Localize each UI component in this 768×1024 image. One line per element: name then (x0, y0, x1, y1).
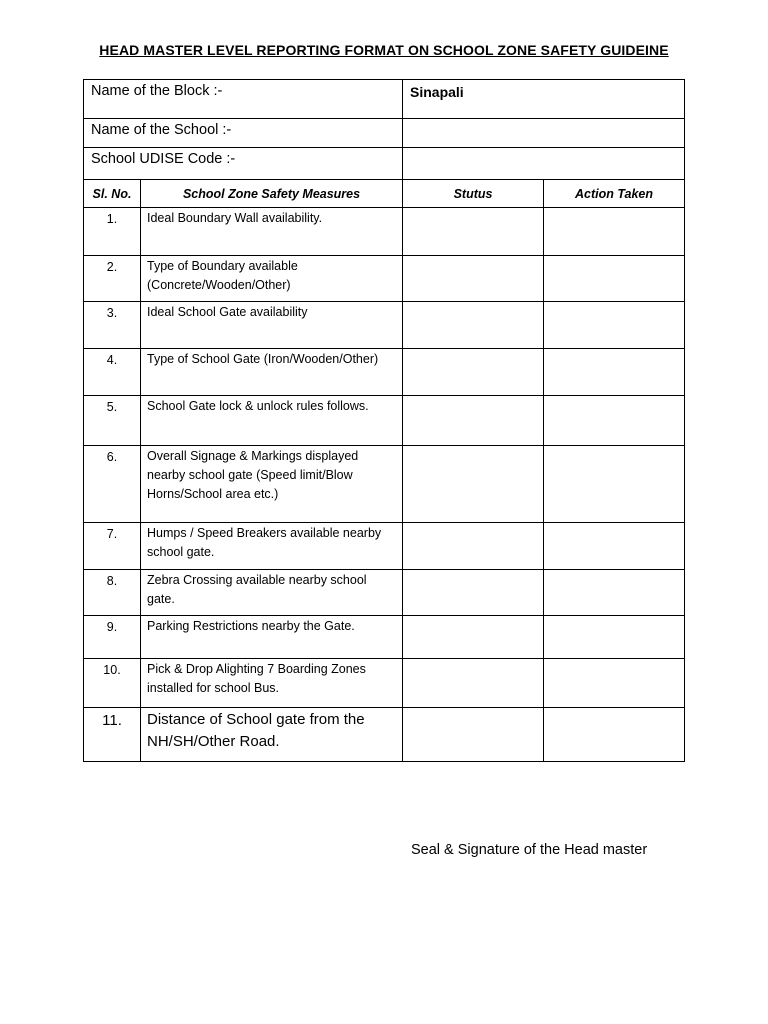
row-measure: Pick & Drop Alighting 7 Boarding Zones installed for school Bus. (141, 659, 403, 708)
row-action-cell[interactable] (544, 208, 685, 256)
row-number: 10. (84, 659, 141, 708)
udise-code-value[interactable] (403, 148, 685, 180)
row-number: 11. (84, 708, 141, 762)
row-status-cell[interactable] (403, 708, 544, 762)
row-measure: Overall Signage & Markings displayed nearby school gate (Speed limit/Blow Horns/School area etc.) (141, 446, 403, 523)
row-action-cell[interactable] (544, 616, 685, 659)
col-header-sl-no: Sl. No. (84, 180, 141, 208)
row-status-cell[interactable] (403, 570, 544, 616)
row-status-cell[interactable] (403, 446, 544, 523)
row-measure: Humps / Speed Breakers available nearby school gate. (141, 523, 403, 570)
row-status-cell[interactable] (403, 396, 544, 446)
row-measure: Ideal Boundary Wall availability. (141, 208, 403, 256)
row-action-cell[interactable] (544, 523, 685, 570)
table-row (84, 570, 685, 616)
col-header-measures: School Zone Safety Measures (141, 180, 403, 208)
col-header-status: Stutus (403, 180, 544, 208)
row-number: 3. (84, 302, 141, 349)
column-header-row (84, 180, 685, 208)
seal-signature-label: Seal & Signature of the Head master (411, 842, 648, 858)
col-header-action: Action Taken (544, 180, 685, 208)
table-row (84, 616, 685, 659)
table-row (84, 256, 685, 302)
school-name-value[interactable] (403, 119, 685, 148)
reporting-form-table (83, 79, 685, 762)
table-row (84, 208, 685, 256)
block-name-label: Name of the Block :- (84, 80, 403, 119)
row-status-cell[interactable] (403, 349, 544, 396)
row-status-cell[interactable] (403, 659, 544, 708)
row-number: 4. (84, 349, 141, 396)
table-row (84, 708, 685, 762)
table-row (84, 349, 685, 396)
row-number: 9. (84, 616, 141, 659)
udise-code-label: School UDISE Code :- (84, 148, 403, 180)
row-status-cell[interactable] (403, 208, 544, 256)
row-action-cell[interactable] (544, 396, 685, 446)
block-name-row (84, 80, 685, 119)
table-row (84, 396, 685, 446)
form-title: HEAD MASTER LEVEL REPORTING FORMAT ON SCHOOL ZONE SAFETY GUIDEINE (99, 42, 669, 58)
row-measure: School Gate lock & unlock rules follows. (141, 396, 403, 446)
row-number: 7. (84, 523, 141, 570)
row-action-cell[interactable] (544, 302, 685, 349)
row-action-cell[interactable] (544, 446, 685, 523)
row-measure: Zebra Crossing available nearby school gate. (141, 570, 403, 616)
row-status-cell[interactable] (403, 302, 544, 349)
row-measure: Distance of School gate from the NH/SH/Other Road. (141, 708, 403, 762)
row-number: 6. (84, 446, 141, 523)
table-row (84, 659, 685, 708)
row-action-cell[interactable] (544, 708, 685, 762)
school-name-label: Name of the School :- (84, 119, 403, 148)
block-name-value[interactable]: Sinapali (403, 80, 685, 119)
udise-code-row (84, 148, 685, 180)
row-action-cell[interactable] (544, 570, 685, 616)
row-measure: Ideal School Gate availability (141, 302, 403, 349)
row-measure: Type of Boundary available (Concrete/Wooden/Other) (141, 256, 403, 302)
row-measure: Parking Restrictions nearby the Gate. (141, 616, 403, 659)
school-name-row (84, 119, 685, 148)
row-number: 5. (84, 396, 141, 446)
row-number: 1. (84, 208, 141, 256)
row-status-cell[interactable] (403, 523, 544, 570)
table-row (84, 523, 685, 570)
row-number: 8. (84, 570, 141, 616)
row-number: 2. (84, 256, 141, 302)
table-row (84, 302, 685, 349)
row-action-cell[interactable] (544, 349, 685, 396)
row-status-cell[interactable] (403, 256, 544, 302)
table-row (84, 446, 685, 523)
row-action-cell[interactable] (544, 256, 685, 302)
row-action-cell[interactable] (544, 659, 685, 708)
row-status-cell[interactable] (403, 616, 544, 659)
row-measure: Type of School Gate (Iron/Wooden/Other) (141, 349, 403, 396)
